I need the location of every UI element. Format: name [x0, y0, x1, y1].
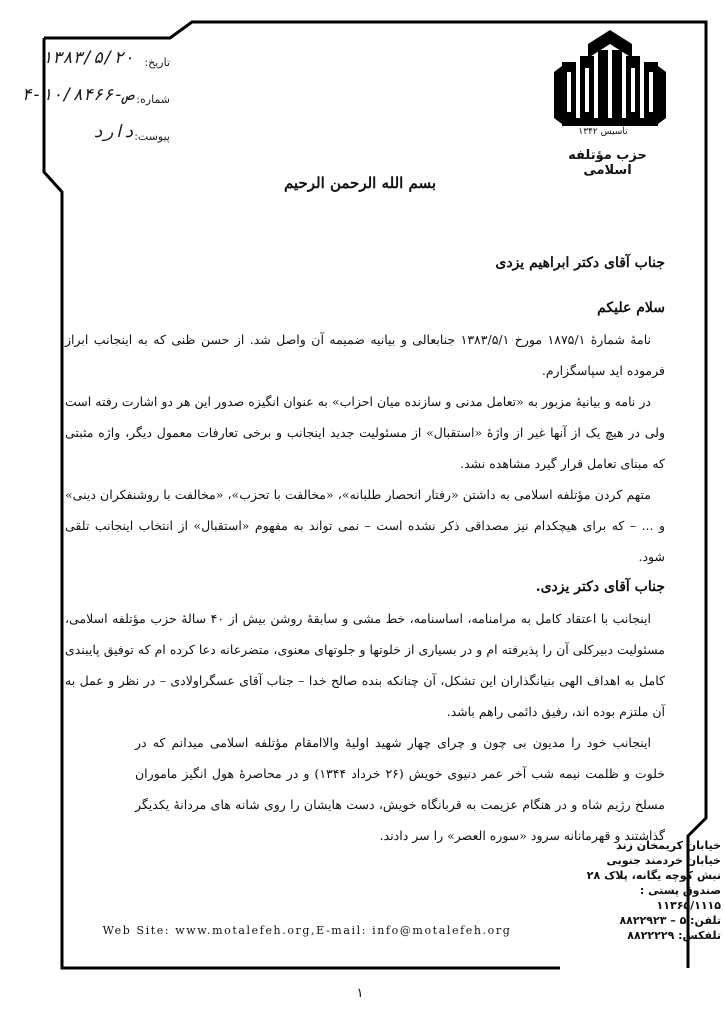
paragraph-4: اینجانب با اعتقاد کامل به مرامنامه، اساسنامه، خط مشی و سابقهٔ روشن بیش از ۴۰ سالهٔ حزب مؤتلفه اسلامی، مسئولیت دبیرکلی آن را پذیرفته ام و در بسیاری از خلوتها و جلوتهای معنوی، متضرعانه دعا کرده ام که توفیق پایبندی کامل به اهداف الهی بنیانگذاران این تشکل، آن چنانکه بنده صالح خدا – جناب آقای عسگراولادی – در نظر و عمل به آن ملتزم بوده اند، رفیق دائمی راهم باشد.: [65, 611, 665, 719]
paragraph-5: اینجانب خود را مدیون بی چون و چرای چهار شهید اولیهٔ والاامقام مؤتلفه اسلامی میدانم که در خلوت و ظلمت نیمه شب آخر عمر دنیوی خویش (۲۶ خرداد ۱۳۴۴) و در محاصرهٔ هول انگیز ماموران مسلح رژیم شاه و در هنگام عزیمت به قربانگاه خویش، دست هایشان را روی شانه های مردانهٔ یکدیگر گذاشتند و قهرمانانه سرود «سوره العصر» را سر دادند.: [135, 735, 665, 843]
number-value: ۴-ص-۱۰/۸۴۶۶: [21, 85, 134, 105]
greeting: سلام علیکم: [597, 300, 665, 316]
address-line-2: خیابان خردمند جنوبی: [606, 854, 721, 867]
number-label: شماره:: [136, 93, 170, 106]
addressee-2: جناب آقای دکتر یزدی.: [535, 579, 665, 595]
phone: تلفن: ۵ – ۸۸۲۲۹۲۳: [619, 914, 721, 927]
party-logo: [540, 28, 680, 178]
logo-emblem-icon: [540, 28, 680, 138]
web-contact: Web Site: www.motalefeh.org,E-mail: info@motalefeh.org: [102, 924, 512, 937]
date-value: ۱۳۸۳/۵/۲۰: [41, 48, 134, 68]
paragraph-3: متهم کردن مؤتلفه اسلامی به داشتن «رفتار انحصار طلبانه»، «مخالفت با تحزب»، «مخالفت با روشنفکران دینی» و ... – که برای هیچکدام نیز مصداقی ذکر نشده است – نمی تواند به مفهوم «استقبال» از انتخاب اینجانب تلقی شود.: [65, 487, 665, 564]
letter-body: [65, 248, 665, 851]
page-number: ۱: [356, 986, 364, 1001]
logo-founded: تأسیس ۱۳۴۲: [578, 127, 628, 137]
address-line-3: نبش کوچه یگانه، پلاک ۲۸: [586, 869, 721, 882]
attachment-row: [20, 124, 170, 161]
letter-meta: [20, 50, 170, 161]
address-line-1: خیابان کریمخان زند: [616, 839, 721, 852]
attachment-label: پیوست:: [134, 130, 170, 143]
party-name: حزب مؤتلفه اسلامی: [568, 148, 647, 178]
pobox-value: ۱۱۳۶۵/۱۱۱۵: [656, 899, 721, 912]
paragraph-2: در نامه و بیانیهٔ مزبور به «تعامل مدنی و سازنده میان احزاب» به عنوان انگیزه صدور این هر دو اشارت رفته است ولی در هیچ یک از آنها غیر از واژهٔ «استقبال» از مسئولیت جدید اینجانب و برخی تعارفات معمول دیگر، واژه مثبتی که مبنای تعامل قرار گیرد مشاهده نشد.: [65, 394, 665, 471]
date-row: [20, 50, 170, 87]
attachment-value: دارد: [93, 122, 134, 142]
fax: تلفکس: ۸۸۲۲۲۲۹: [627, 929, 721, 942]
date-label: تاریخ:: [144, 56, 170, 69]
number-row: [20, 87, 170, 124]
address-block: [586, 838, 721, 943]
paragraph-1: نامهٔ شمارهٔ ۱۸۷۵/۱ مورخ ۱۳۸۳/۵/۱ جنابعالی و بیانیه ضمیمه آن واصل شد. از حسن ظنی که به اینجانب ابراز فرموده اید سپاسگزارم.: [65, 332, 665, 378]
pobox-label: صندوق پستی :: [639, 884, 721, 897]
addressee: جناب آقای دکتر ابراهیم یزدی: [495, 255, 665, 271]
basmala: بسم الله الرحمن الرحیم: [283, 174, 437, 192]
